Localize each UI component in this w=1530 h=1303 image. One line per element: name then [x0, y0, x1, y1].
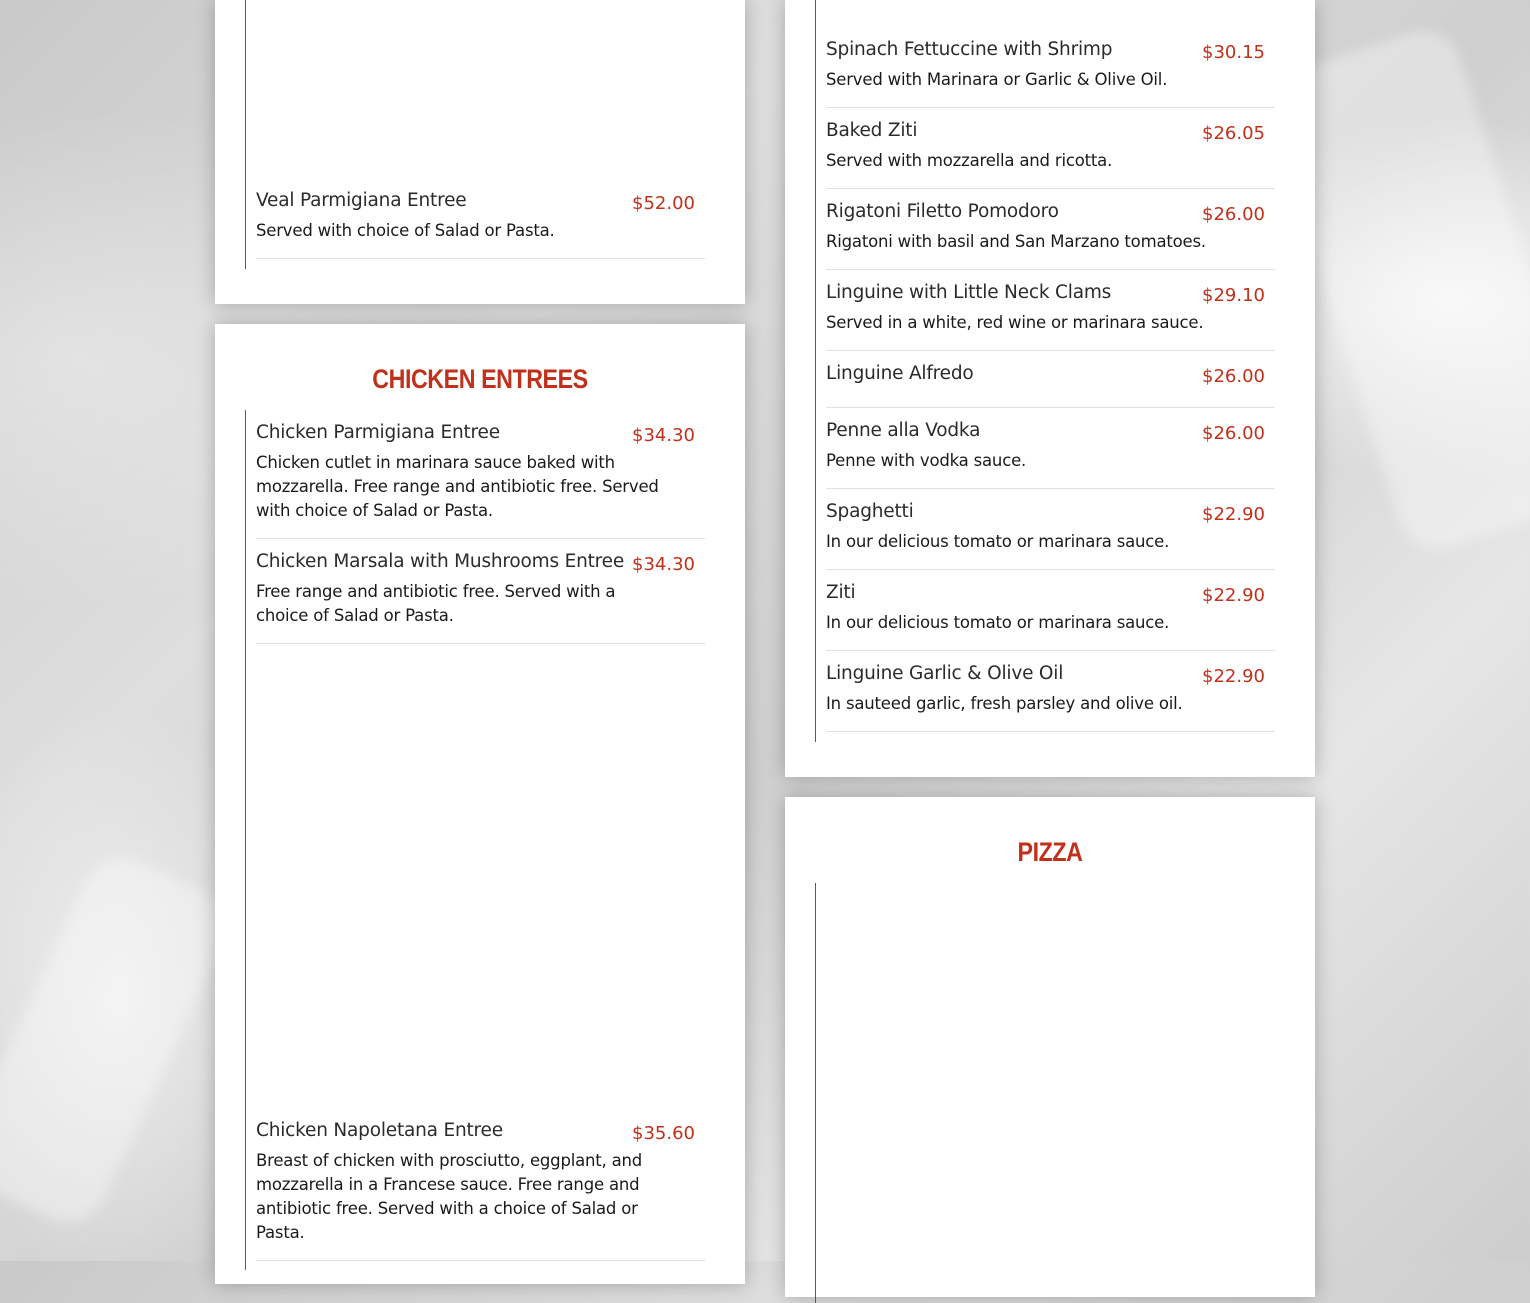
menu-item-price: $35.60 — [632, 1123, 695, 1144]
menu-item-description: Free range and antibiotic free. Served with a choice of Salad or Pasta. — [256, 582, 616, 625]
menu-item-price: $34.30 — [632, 425, 695, 446]
menu-item[interactable] — [256, 422, 705, 539]
section-accent-line — [245, 410, 246, 1270]
menu-item[interactable] — [826, 501, 1275, 570]
menu-item-price: $26.00 — [1202, 204, 1265, 225]
menu-card-veal — [215, 0, 745, 304]
menu-item-name: Linguine with Little Neck Clams — [826, 282, 1112, 303]
menu-item[interactable] — [256, 190, 705, 259]
menu-item-description: Served with choice of Salad or Pasta. — [256, 221, 555, 240]
section-accent-line — [815, 0, 816, 742]
menu-item-price: $29.10 — [1202, 285, 1265, 306]
menu-item-price: $26.00 — [1202, 423, 1265, 444]
menu-item-name: Baked Ziti — [826, 120, 918, 141]
menu-item-price: $26.00 — [1202, 366, 1265, 387]
menu-item-name: Veal Parmigiana Entree — [256, 190, 467, 211]
menu-item-description: Served in a white, red wine or marinara sauce. — [826, 313, 1204, 332]
section-accent-line — [245, 0, 246, 269]
menu-item-name: Penne alla Vodka — [826, 420, 981, 441]
menu-item-name: Rigatoni Filetto Pomodoro — [826, 201, 1059, 222]
menu-item-name: Chicken Napoletana Entree — [256, 1120, 503, 1141]
menu-item-description: Chicken cutlet in marinara sauce baked with mozzarella. Free range and antibiotic free. Served with choice of Salad or Pasta. — [256, 453, 659, 520]
menu-item-price: $30.15 — [1202, 42, 1265, 63]
menu-item-description: Breast of chicken with prosciutto, eggplant, and mozzarella in a Francese sauce. Free range and antibiotic free. Served with a choice of Salad or Pasta. — [256, 1151, 643, 1242]
menu-item-description: Served with Marinara or Garlic & Olive Oil. — [826, 70, 1168, 89]
section-title: PIZZA — [1017, 837, 1083, 867]
menu-item[interactable] — [826, 201, 1275, 270]
menu-item[interactable] — [256, 551, 705, 644]
menu-item-name: Spaghetti — [826, 501, 914, 522]
menu-item-description: In our delicious tomato or marinara sauce. — [826, 613, 1170, 632]
menu-item-name: Linguine Alfredo — [826, 363, 974, 384]
menu-item-price: $52.00 — [632, 193, 695, 214]
menu-item-price: $22.90 — [1202, 666, 1265, 687]
menu-card-pizza — [785, 797, 1315, 1297]
section-title: CHICKEN ENTREES — [372, 364, 588, 394]
menu-item-name: Chicken Parmigiana Entree — [256, 422, 500, 443]
menu-item-name: Linguine Garlic & Olive Oil — [826, 663, 1064, 684]
menu-item-price: $22.90 — [1202, 504, 1265, 525]
menu-item[interactable] — [826, 282, 1275, 351]
menu-card-chicken-entrees — [215, 324, 745, 1284]
menu-item-description: Served with mozzarella and ricotta. — [826, 151, 1113, 170]
section-accent-line — [815, 883, 816, 1303]
menu-item-description: In sauteed garlic, fresh parsley and olive oil. — [826, 694, 1183, 713]
menu-item-name: Ziti — [826, 582, 856, 603]
menu-item-description: In our delicious tomato or marinara sauce. — [826, 532, 1170, 551]
menu-item[interactable] — [826, 582, 1275, 651]
menu-item[interactable] — [826, 420, 1275, 489]
menu-item-price: $34.30 — [632, 554, 695, 575]
menu-item[interactable] — [826, 39, 1275, 108]
menu-item-name: Spinach Fettuccine with Shrimp — [826, 39, 1113, 60]
background-highlight — [0, 845, 239, 1235]
menu-item[interactable] — [826, 120, 1275, 189]
menu-item-description: Penne with vodka sauce. — [826, 451, 1027, 470]
menu-item[interactable] — [826, 363, 1275, 408]
menu-item-description: Rigatoni with basil and San Marzano tomatoes. — [826, 232, 1206, 251]
menu-card-pasta — [785, 0, 1315, 777]
menu-item-price: $26.05 — [1202, 123, 1265, 144]
menu-item-price: $22.90 — [1202, 585, 1265, 606]
menu-item-name: Chicken Marsala with Mushrooms Entree — [256, 551, 625, 572]
menu-item[interactable] — [256, 1120, 705, 1261]
menu-item[interactable] — [826, 663, 1275, 732]
